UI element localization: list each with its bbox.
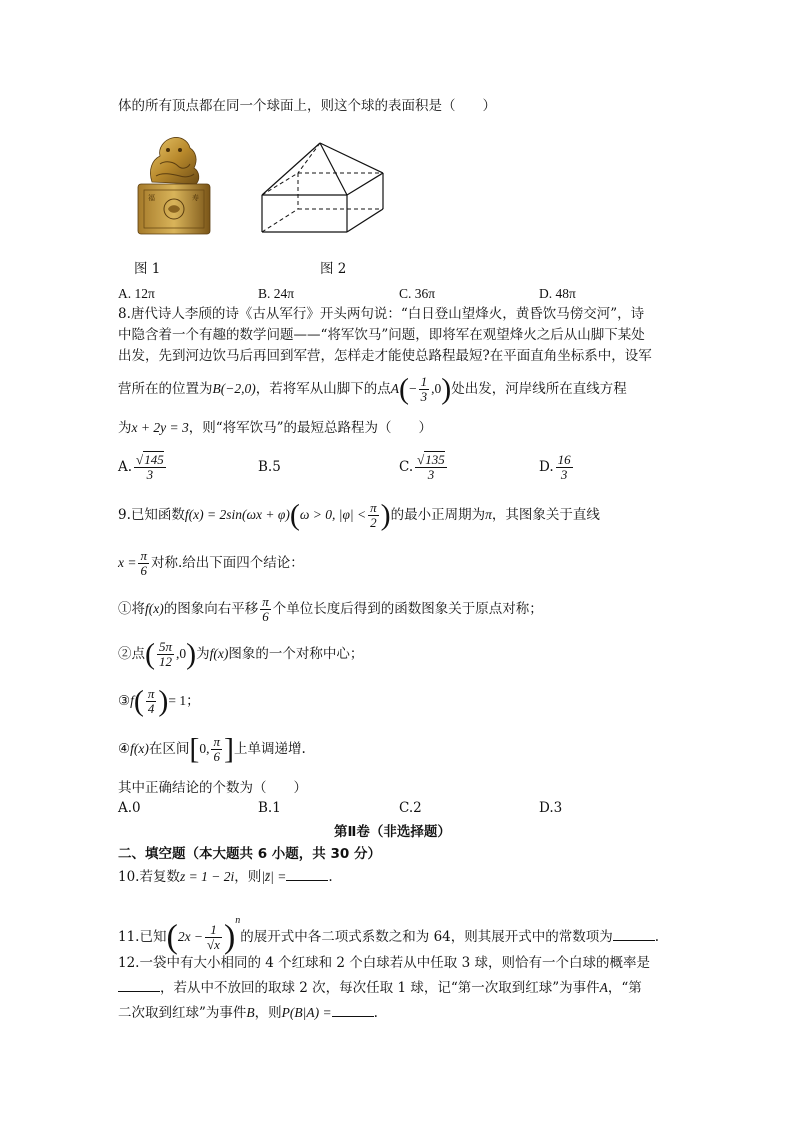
point-a-label: A [390,381,399,396]
q9-conclusion-3: ③f( $\frac{\pi}{4}$ )= 1； [118,684,200,718]
q9-option-c: C.2 [399,800,422,816]
camp-coordinate: B(−2,0) [212,381,256,396]
q8-option-b: B.5 [258,459,281,475]
q8-option-a: A. $\frac{√145}{3}$ [118,452,164,482]
river-equation: x + 2y = 3 [131,420,189,435]
q8-line1: 8.唐代诗人李颀的诗《古从军行》开头两句说：“白日登山望烽火，黄昏饮马傍交河”，诗 [118,306,645,322]
q8-line3: 出发，先到河边饮马后再回到军营，怎样走才能使总路程最短?在平面直角坐标系中，设军 [118,348,652,364]
q7-stem: 体的所有顶点都在同一个球面上，则这个球的表面积是（ ） [118,98,496,114]
q11: 11.已知(2x − $\frac{1}{√x}$ )$^n$的展开式中各二项式系数之和为 64，则其展开式中的常数项为 . [118,915,660,956]
q12-line1: 12.一袋中有大小相同的 4 个红球和 2 个白球若从中任取 3 球，则恰有一个白球的概率是 [118,955,650,971]
q12-line3: 二次取到红球”为事件B，则P(B|A) = . [118,1002,378,1023]
q8-line4: 营所在的位置为B(−2,0)，若将军从山脚下的点A(− $\frac{1}{3}$ ,0)处出发，河岸线所在直线方程 [118,372,627,406]
svg-text:寿: 寿 [192,194,199,202]
q8-option-d: D. $\frac{16}{3}$ [539,452,571,482]
figure2-caption: 图 2 [320,261,347,277]
q9-line2: x = $\frac{\pi}{6}$ 对称.给出下面四个结论： [118,548,304,578]
q8-line2: 中隐含着一个有趣的数学问题——“将军饮马”问题，即将军在观望烽火之后从山脚下某处 [118,327,645,343]
q12-line2: ，若从中不放回的取球 2 次，每次任取 1 球，记“第一次取到红球”为事件A，“第 [118,977,642,998]
function-definition: f(x) = 2sin(ωx + φ) [184,507,290,522]
q8-line5 [118,418,432,438]
q8-line5-text-a: 为 [118,420,132,436]
q9-conclusion-1: ①将f(x)的图象向右平移 $\frac{\pi}{6}$ 个单位长度后得到的函数图象关于原点对称； [118,594,543,624]
q8-line4-text-a: 营所在的位置为 [118,381,213,397]
q9-option-a: A.0 [118,800,141,816]
q7-option-c: C. 36π [399,286,436,301]
solid-figure [250,135,390,240]
fill-in-heading: 二、填空题（本大题共 6 小题，共 30 分） [118,846,381,862]
section-title: 第Ⅱ卷（非选择题） [334,824,451,840]
q9-question: 其中正确结论的个数为（ ） [118,780,307,796]
right-paren: ) [441,372,452,406]
q8-line5-text-c: ，则“将军饮马”的最短总路程为（ ） [188,420,433,436]
q9-option-d: D.3 [539,800,563,816]
q8-line4-text-e: 处出发，河岸线所在直线方程 [451,381,627,397]
q7-option-b: B. 24π [258,286,295,301]
q7-option-a: A. 12π [118,286,155,301]
seal-figure [130,130,218,238]
figure1-caption: 图 1 [134,261,161,277]
answer-blank[interactable] [286,866,328,881]
answer-blank[interactable] [118,977,160,992]
point-a-fraction: $\frac{1}{3}$ [420,374,428,404]
answer-blank[interactable] [332,1002,374,1017]
q7-option-d: D. 48π [539,286,576,301]
q9-conclusion-4: ④f(x)在区间[0, $\frac{\pi}{6}$ ]上单调递增. [118,732,306,766]
q9-conclusion-2: ②点( $\frac{5\pi}{12}$ ,0)为f(x)图象的一个对称中心； [118,637,364,671]
answer-blank[interactable] [613,926,655,941]
q9-option-b: B.1 [258,800,281,816]
q10: 10.若复数z = 1 − 2i，则|z̄| = . [118,866,333,887]
svg-text:福: 福 [148,194,155,202]
q9-line1: 9.已知函数f(x) = 2sin(ωx + φ)(ω > 0, |φ| < $\frac{\pi}{2}$ )的最小正周期为π，其图象关于直线 [118,498,600,532]
q8-option-c: C. $\frac{√135}{3}$ [399,452,445,482]
q8-line4-text-c: ，若将军从山脚下的点 [255,381,391,397]
left-paren: ( [398,372,409,406]
